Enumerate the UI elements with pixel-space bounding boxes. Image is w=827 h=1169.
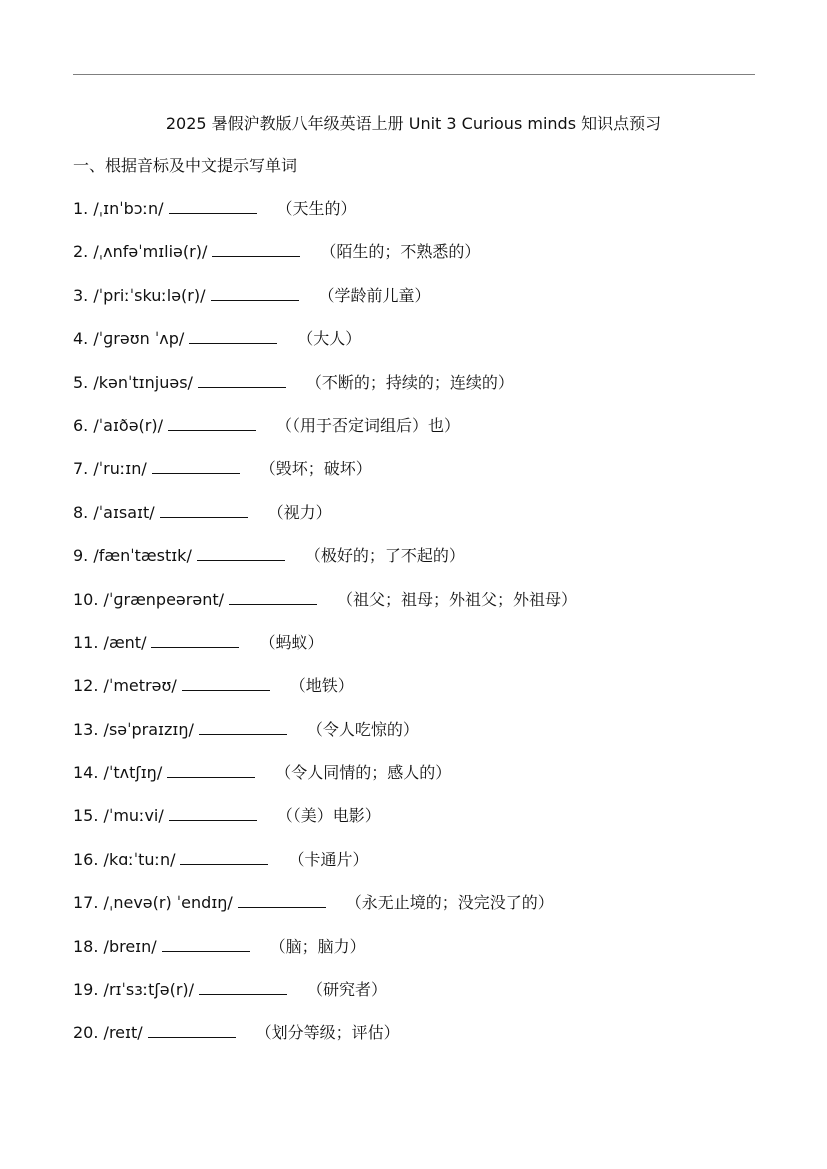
answer-blank[interactable] [167, 761, 255, 778]
exercise-item [73, 284, 773, 327]
item-phonetic: /breɪn/ [103, 936, 157, 956]
item-hint: （卡通片） [288, 849, 369, 869]
exercise-item [73, 718, 773, 761]
item-phonetic: /ˈɡrəʊn ˈʌp/ [93, 329, 185, 349]
item-number: 10. [73, 589, 99, 609]
exercise-item [73, 1021, 773, 1064]
item-number: 4. [73, 329, 89, 349]
item-number: 15. [73, 806, 99, 826]
exercise-item [73, 935, 773, 978]
item-phonetic: /ænt/ [103, 632, 147, 652]
exercise-item [73, 371, 773, 414]
item-hint: （（美）电影） [276, 806, 381, 826]
item-phonetic: /səˈpraɪzɪŋ/ [103, 719, 194, 739]
exercise-item [73, 240, 773, 283]
exercise-item [73, 588, 773, 631]
item-number: 1. [73, 199, 89, 218]
exercise-item [73, 848, 773, 891]
item-hint: （划分等级；评估） [255, 1023, 400, 1043]
item-number: 11. [73, 632, 99, 652]
answer-blank[interactable] [189, 327, 277, 344]
item-phonetic: /ˈaɪðə(r)/ [93, 415, 163, 435]
answer-blank[interactable] [151, 631, 239, 648]
item-hint: （极好的；了不起的） [304, 546, 465, 566]
item-phonetic: /reɪt/ [103, 1023, 143, 1043]
item-hint: （令人吃惊的） [306, 719, 419, 739]
exercise-item [73, 414, 773, 457]
item-number: 2. [73, 242, 89, 262]
header-rule [73, 74, 755, 75]
item-number: 9. [73, 546, 89, 566]
item-phonetic: /kənˈtɪnjuəs/ [93, 372, 193, 392]
item-phonetic: /ˈɡrænpeərənt/ [103, 589, 224, 609]
item-hint: （地铁） [289, 676, 354, 696]
item-phonetic: /ˈruːɪn/ [93, 459, 147, 479]
answer-blank[interactable] [229, 588, 317, 605]
exercise-item [73, 674, 773, 717]
item-phonetic: /fænˈtæstɪk/ [93, 546, 192, 566]
answer-blank[interactable] [182, 674, 270, 691]
item-hint: （令人同情的；感人的） [275, 763, 452, 783]
item-number: 19. [73, 980, 99, 1000]
section-heading: 一、根据音标及中文提示写单词 [73, 156, 298, 175]
answer-blank[interactable] [211, 284, 299, 301]
item-phonetic: /ˈpriːˈskuːlə(r)/ [93, 285, 206, 305]
item-number: 8. [73, 502, 89, 522]
exercise-item [73, 327, 773, 370]
exercise-item [73, 631, 773, 674]
item-number: 16. [73, 849, 99, 869]
item-number: 14. [73, 763, 99, 783]
answer-blank[interactable] [169, 804, 257, 821]
answer-blank[interactable] [199, 978, 287, 995]
item-number: 12. [73, 676, 99, 696]
item-hint: （天生的） [276, 199, 357, 218]
item-hint: （毁坏；破坏） [259, 459, 372, 479]
item-phonetic: /kɑːˈtuːn/ [103, 849, 176, 869]
answer-blank[interactable] [152, 457, 240, 474]
item-phonetic: /ˈtʌtʃɪŋ/ [103, 763, 163, 783]
exercise-item [73, 804, 773, 847]
exercise-item [73, 197, 773, 240]
answer-blank[interactable] [162, 935, 250, 952]
exercise-item [73, 978, 773, 1021]
item-number: 18. [73, 936, 99, 956]
answer-blank[interactable] [168, 414, 256, 431]
answer-blank[interactable] [160, 501, 248, 518]
exercise-item [73, 501, 773, 544]
item-hint: （（用于否定词组后）也） [275, 415, 460, 435]
exercise-item [73, 761, 773, 804]
item-phonetic: /rɪˈsɜːtʃə(r)/ [103, 980, 195, 1000]
exercise-list [73, 197, 773, 1065]
item-number: 20. [73, 1023, 99, 1043]
item-number: 5. [73, 372, 89, 392]
item-phonetic: /ˈmetrəʊ/ [103, 676, 177, 696]
item-hint: （大人） [297, 329, 362, 349]
answer-blank[interactable] [169, 197, 257, 214]
answer-blank[interactable] [212, 240, 300, 257]
item-phonetic: /ˈmuːvi/ [103, 806, 164, 826]
answer-blank[interactable] [197, 544, 285, 561]
item-hint: （脑；脑力） [269, 936, 366, 956]
item-hint: （蚂蚁） [259, 632, 324, 652]
item-hint: （不断的；持续的；连续的） [305, 372, 514, 392]
answer-blank[interactable] [199, 718, 287, 735]
answer-blank[interactable] [198, 371, 286, 388]
item-number: 6. [73, 415, 89, 435]
answer-blank[interactable] [148, 1021, 236, 1038]
item-hint: （视力） [267, 502, 332, 522]
item-phonetic: /ˌɪnˈbɔːn/ [93, 199, 164, 218]
item-phonetic: /ˌnevə(r) ˈendɪŋ/ [103, 893, 233, 913]
item-hint: （祖父；祖母；外祖父；外祖母） [337, 589, 578, 609]
exercise-item [73, 544, 773, 587]
item-phonetic: /ˈaɪsaɪt/ [93, 502, 155, 522]
item-number: 3. [73, 285, 89, 305]
item-hint: （永无止境的；没完没了的） [345, 893, 554, 913]
item-number: 13. [73, 719, 99, 739]
item-phonetic: /ˌʌnfəˈmɪliə(r)/ [93, 242, 208, 262]
answer-blank[interactable] [180, 848, 268, 865]
item-hint: （研究者） [307, 980, 388, 1000]
item-number: 7. [73, 459, 89, 479]
answer-blank[interactable] [238, 891, 326, 908]
document-title: 2025 暑假沪教版八年级英语上册 Unit 3 Curious minds 知识点预习 [165, 114, 662, 133]
exercise-item [73, 891, 773, 934]
exercise-item [73, 457, 773, 500]
item-number: 17. [73, 893, 99, 913]
item-hint: （陌生的；不熟悉的） [320, 242, 481, 262]
item-hint: （学龄前儿童） [318, 285, 431, 305]
